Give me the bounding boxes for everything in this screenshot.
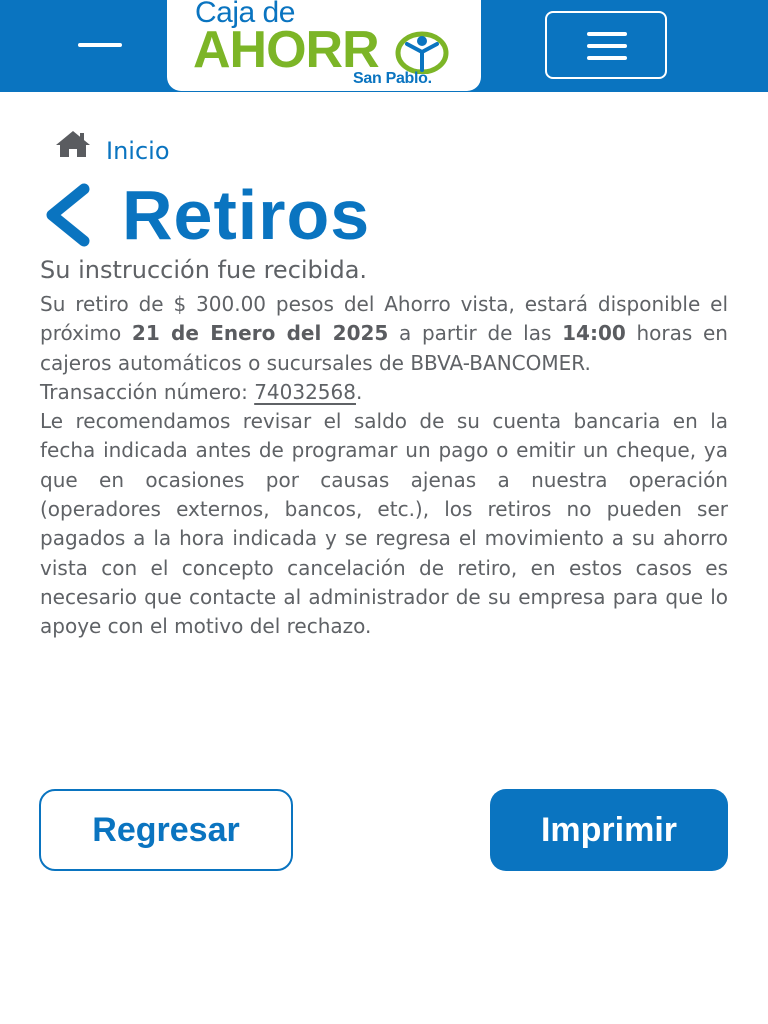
page-title: Retiros xyxy=(122,176,371,254)
menu-bar xyxy=(587,32,627,36)
withdrawal-availability-text: Su retiro de $ 300.00 pesos del Ahorro vista, estará disponible el próximo 21 de Enero del 2025 a partir de las 14:00 horas en cajeros automáticos o sucursales de BBVA-BANCOMER. xyxy=(40,292,728,375)
breadcrumb-inicio-link[interactable]: Inicio xyxy=(106,137,170,165)
imprimir-button[interactable]: Imprimir xyxy=(490,789,728,871)
minus-icon[interactable] xyxy=(78,43,122,47)
logo-text-ahorr: AHORR xyxy=(193,21,379,79)
logo-figure-icon xyxy=(395,28,449,74)
regresar-button[interactable]: Regresar xyxy=(39,789,293,871)
top-navbar xyxy=(0,0,768,92)
menu-bar xyxy=(587,56,627,60)
withdrawal-details xyxy=(40,290,728,642)
confirmation-subtitle: Su instrucción fue recibida. xyxy=(40,256,368,284)
home-icon[interactable] xyxy=(54,129,92,159)
logo-text-caja-de: Caja de xyxy=(195,0,295,29)
withdrawal-time: 14:00 xyxy=(562,321,626,346)
breadcrumb xyxy=(54,124,170,164)
hamburger-menu-button[interactable] xyxy=(545,11,667,79)
menu-bar xyxy=(587,44,627,48)
page-header xyxy=(40,170,370,260)
caja-de-ahorro-logo[interactable] xyxy=(167,0,481,91)
transaction-line: Transacción número: 74032568. xyxy=(40,379,363,404)
transaction-number: 74032568 xyxy=(254,379,356,404)
chevron-left-icon[interactable] xyxy=(40,183,92,247)
recommendation-text: Le recomendamos revisar el saldo de su cuenta bancaria en la fecha indicada antes de programar un pago o emitir un cheque, ya que en ocasiones por causas ajenas a nuestra operación (operadores externos, bancos, etc.), los retiros no pueden ser pagados a la hora indicada y se regresa el movimiento a su ahorro vista con el concepto cancelación de retiro, en estos casos es necesario que contacte al administrador de su empresa para que lo apoye con el motivo del rechazo. xyxy=(40,409,728,639)
logo-text-san-pablo: San Pablo. xyxy=(353,70,432,87)
withdrawal-date: 21 de Enero del 2025 xyxy=(131,321,389,346)
